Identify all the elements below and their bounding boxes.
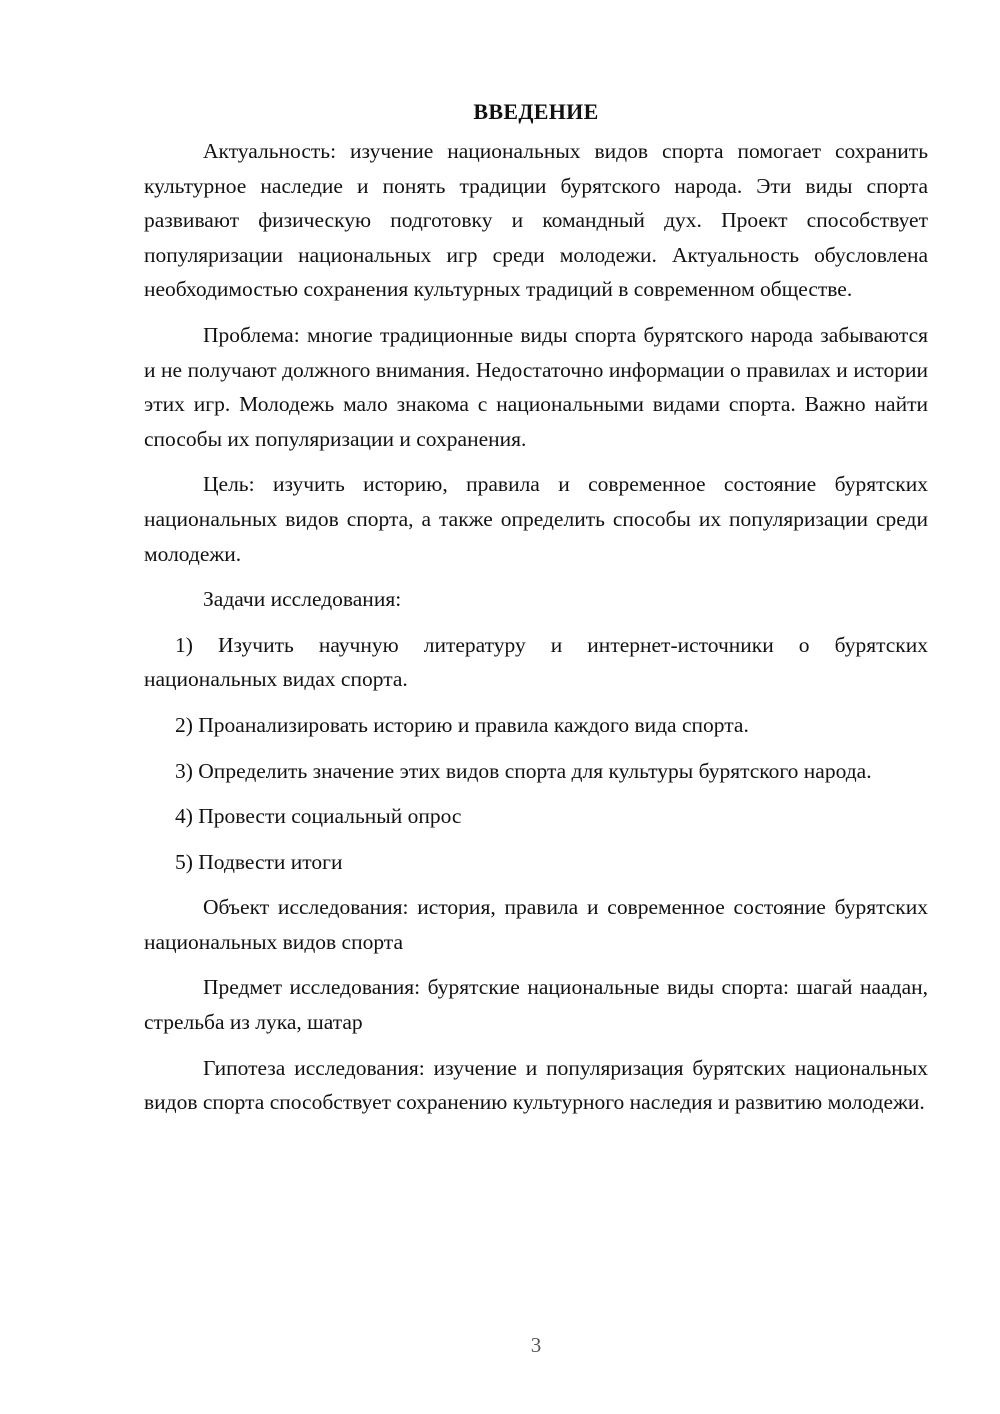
subject-paragraph: Предмет исследования: бурятские национальные виды спорта: шагай наадан, стрельба из лука, шатар xyxy=(144,975,928,1035)
page-number: 3 xyxy=(530,1333,542,1357)
task-item-4: 4) Провести социальный опрос xyxy=(175,804,462,829)
goal-paragraph: Цель: изучить историю, правила и современное состояние бурятских национальных видов спорта, а также определить способы их популяризации среди молодежи. xyxy=(144,472,928,566)
object-paragraph: Объект исследования: история, правила и современное состояние бурятских национальных видов спорта xyxy=(144,895,928,954)
page-content xyxy=(144,96,928,1131)
task-item-2: 2) Проанализировать историю и правила каждого вида спорта. xyxy=(175,712,749,737)
page-title: ВВЕДЕНИЕ xyxy=(473,99,599,124)
task-item-5: 5) Подвести итоги xyxy=(175,849,343,874)
relevance-paragraph: Актуальность: изучение национальных видов спорта помогает сохранить культурное наследие и понять традиции бурятского народа. Эти виды спорта развивают физическую подготовку и командный дух. Проект способствует популяризации национальных игр среди молодежи. Актуальность обусловлена необходимостью сохранения культурных традиций в современном обществе. xyxy=(144,139,928,302)
hypothesis-paragraph: Гипотеза исследования: изучение и популяризация бурятских национальных видов спорта способствует сохранению культурного наследия и развитию молодежи. xyxy=(144,1055,928,1115)
problem-paragraph: Проблема: многие традиционные виды спорта бурятского народа забываются и не получают должного внимания. Недостаточно информации о правилах и истории этих игр. Молодежь мало знакома с национальными видами спорта. Важно найти способы их популяризации и сохранения. xyxy=(144,322,928,451)
task-item-1: 1) Изучить научную литературу и интернет-источники о бурятских национальных видах спорта. xyxy=(144,632,928,692)
tasks-heading: Задачи исследования: xyxy=(203,587,402,612)
task-item-3: 3) Определить значение этих видов спорта для культуры бурятского народа. xyxy=(175,758,872,783)
